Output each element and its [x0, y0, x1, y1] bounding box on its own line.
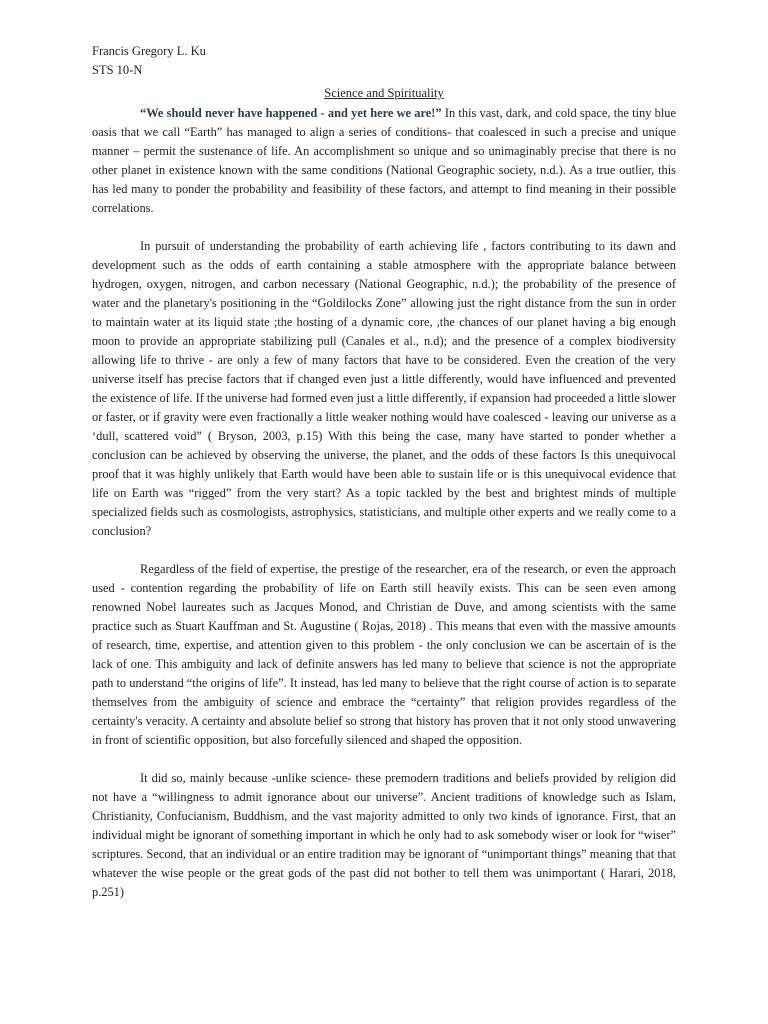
document-body: [92, 104, 676, 921]
paragraph-4: It did so, mainly because -unlike science- these premodern traditions and beliefs provided by religion did not have a “willingness to admit ignorance about our universe”. Ancient traditions of knowledge such as Islam, Christianity, Confucianism, Buddhism, and the vast majority admitted to only two kinds of ignorance. First, that an individual might be ignorant of something important in which he only had to ask somebody wiser or look for “wiser” scriptures. Second, that an individual or an entire tradition may be ignorant of “unimportant things” meaning that that whatever the wise people or the great gods of the past did not bother to tell them was unimportant ( Harari, 2018, p.251): [92, 771, 676, 899]
paragraph-1-text: In this vast, dark, and cold space, the tiny blue oasis that we call “Earth” has managed to align a series of conditions- that coalesced in such a precise and unique manner – permit the sustenance of life. An accomplishment so unique and so unimaginably precise that there is no other planet in existence known with the same conditions (National Geographic society, n.d.). As a true outlier, this has led many to ponder the probability and feasibility of these factors, and attempt to find meaning in their possible correlations.: [92, 106, 676, 215]
paragraph-2: In pursuit of understanding the probability of earth achieving life , factors contributing to its dawn and development such as the odds of earth containing a stable atmosphere with the appropriate balance between hydrogen, oxygen, nitrogen, and carbon necessary (National Geographic, n.d.); the probability of the presence of water and the planetary's positioning in the “Goldilocks Zone” allowing just the right distance from the sun in order to maintain water at its liquid state ;the hosting of a dynamic core, ,the chances of our planet having a big enough moon to provide an appropriate stabilizing pull (Canales et al., n.d); and the presence of a complex biodiversity allowing life to thrive - are only a few of many factors that have to be considered. Even the creation of the very universe itself has precise factors that if changed even just a little differently, would have influenced and prevented the existence of life. If the universe had formed even just a little differently, if expansion had proceeded a little slower or faster, or if gravity were even fractionally a little weaker nothing would have coalesced - leaving our universe as a ‘dull, scattered void” ( Bryson, 2003, p.15) With this being the case, many have started to ponder whether a conclusion can be achieved by observing the universe, the planet, and the odds of these factors Is this unequivocal proof that it was highly unlikely that Earth would have been able to sustain life or is this unequivocal evidence that life on Earth was “rigged” from the very start? As a topic tackled by the best and brightest minds of multiple specialized fields such as cosmologists, astrophysics, statisticians, and multiple other experts and we really come to a conclusion?: [92, 239, 676, 538]
course-code: STS 10-N: [92, 63, 143, 77]
paragraph-3: Regardless of the field of expertise, the prestige of the researcher, era of the research, or even the approach used - contention regarding the probability of life on Earth still heavily exists. This can be seen even among renowned Nobel laureates such as Jacques Monod, and Christian de Duve, and among scientists with the same practice such as Stuart Kauffman and St. Augustine ( Rojas, 2018) . This means that even with the massive amounts of research, time, expertise, and attention given to this problem - the only conclusion we can be ascertain of is the lack of one. This ambiguity and lack of definite answers has led many to believe that science is not the appropriate path to understand “the origins of life”. It instead, has led many to believe that the right course of action is to separate themselves from the ambiguity of science and embrace the “certainty” that religion provides regardless of the certainty's veracity. A certainty and absolute belief so strong that history has proven that it not only stood unwavering in front of scientific opposition, but also forcefully silenced and shaped the opposition.: [92, 562, 676, 747]
document-header: [92, 42, 206, 80]
author-name: Francis Gregory L. Ku: [92, 44, 206, 58]
paragraph-1: [92, 104, 676, 218]
document-title: Science and Spirituality: [324, 86, 444, 100]
opening-quote: “We should never have happened - and yet here we are!”: [140, 106, 442, 120]
